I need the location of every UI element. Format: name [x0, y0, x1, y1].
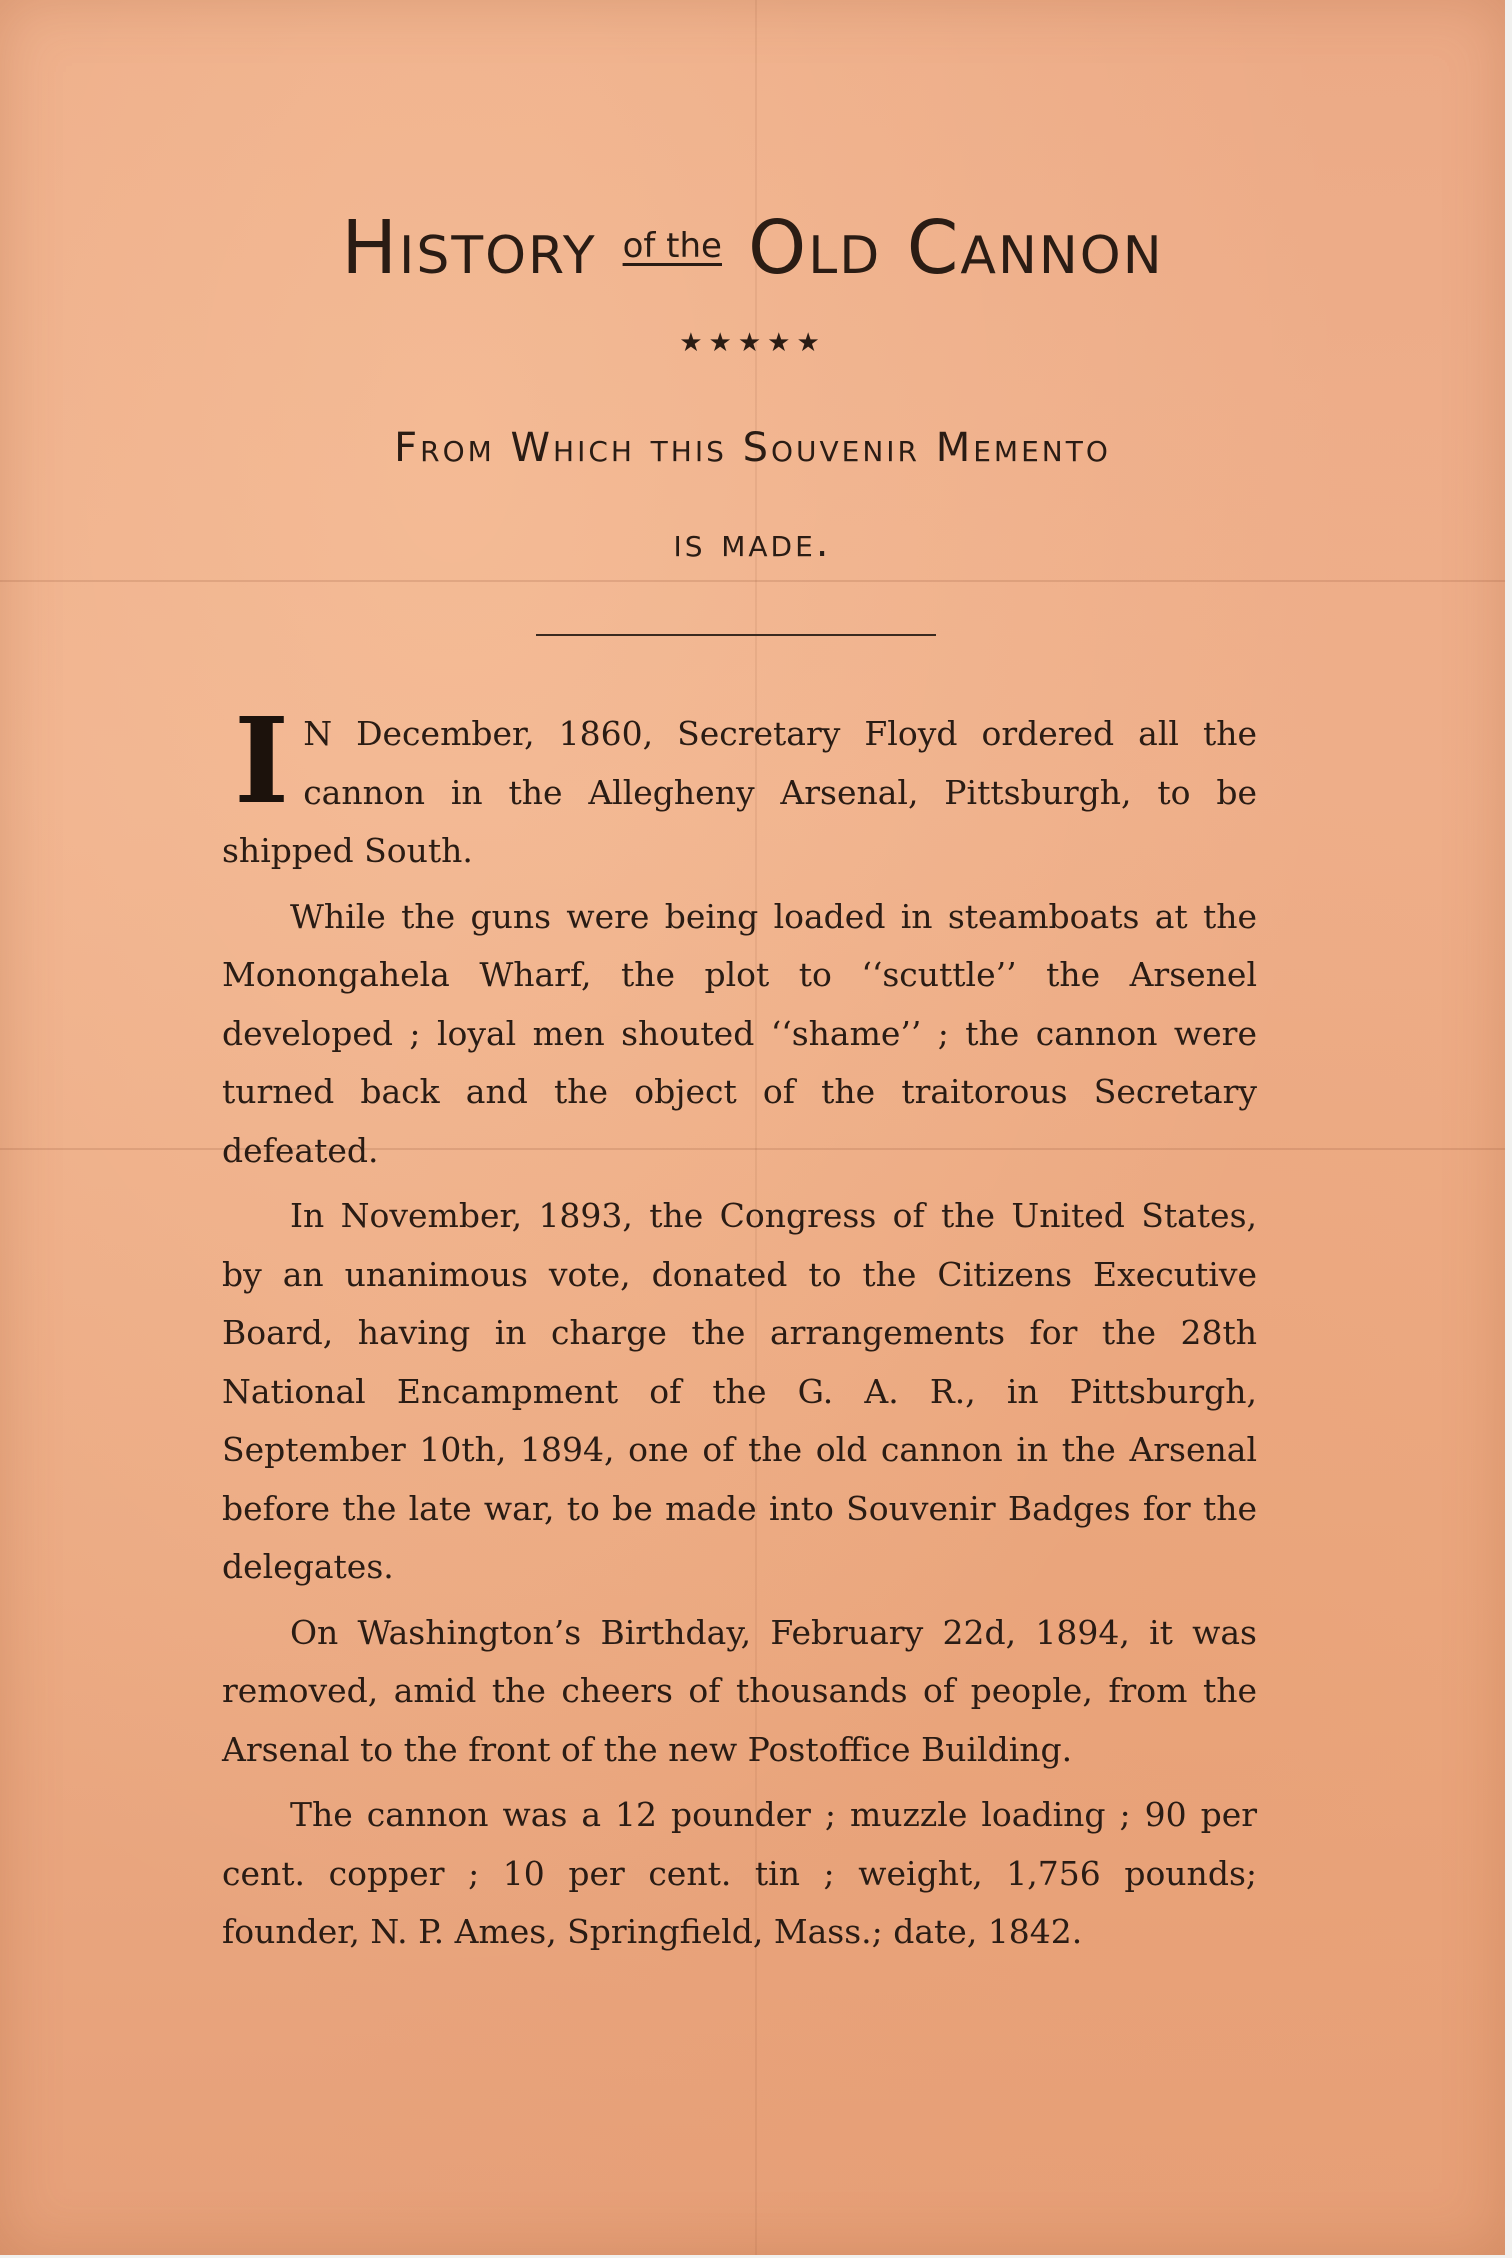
drop-cap: I	[234, 691, 290, 830]
paragraph-4: On Washington’s Birthday, February 22d, 1894, it was removed, amid the cheers of thousands of people, from the Arsenal to the front of the new Postoffice Building.	[222, 1612, 1257, 1769]
paragraph-1-text: N December, 1860, Secretary Floyd ordered all the cannon in the Allegheny Arsenal, Pittsburgh, to be shipped South.	[222, 714, 1257, 870]
title-word-history: History	[341, 205, 597, 291]
paragraph-1	[222, 691, 1257, 881]
page-title	[0, 205, 1505, 291]
divider-rule	[536, 634, 936, 636]
title-word-old-cannon: Old Cannon	[747, 205, 1164, 291]
paragraph-2: While the guns were being loaded in steamboats at the Monongahela Wharf, the plot to ‘‘scuttle’’ the Arsenel developed ; loyal men shouted ‘‘shame’’ ; the cannon were turned back and the object of the traitorous Secretary defeated.	[222, 896, 1257, 1170]
star-ornament: ★★★★★	[679, 328, 826, 358]
body-text	[222, 691, 1257, 1969]
subtitle-line-1: From Which this Souvenir Memento	[394, 425, 1111, 471]
fold-line	[0, 580, 1505, 582]
title-connector: of the	[622, 226, 722, 266]
paragraph-3: In November, 1893, the Congress of the United States, by an unanimous vote, donated to the Citizens Executive Board, having in charge the arrangements for the 28th National Encampment of the G. A. R., in Pittsburgh, September 10th, 1894, one of the old cannon in the Arsenal before the late war, to be made into Souvenir Badges for the delegates.	[222, 1196, 1257, 1586]
paragraph-5: The cannon was a 12 pounder ; muzzle loading ; 90 per cent. copper ; 10 per cent. tin ; weight, 1,756 pounds; founder, N. P. Ames, Springfield, Mass.; date, 1842.	[222, 1795, 1257, 1951]
subtitle-line-2: is made.	[673, 520, 832, 566]
